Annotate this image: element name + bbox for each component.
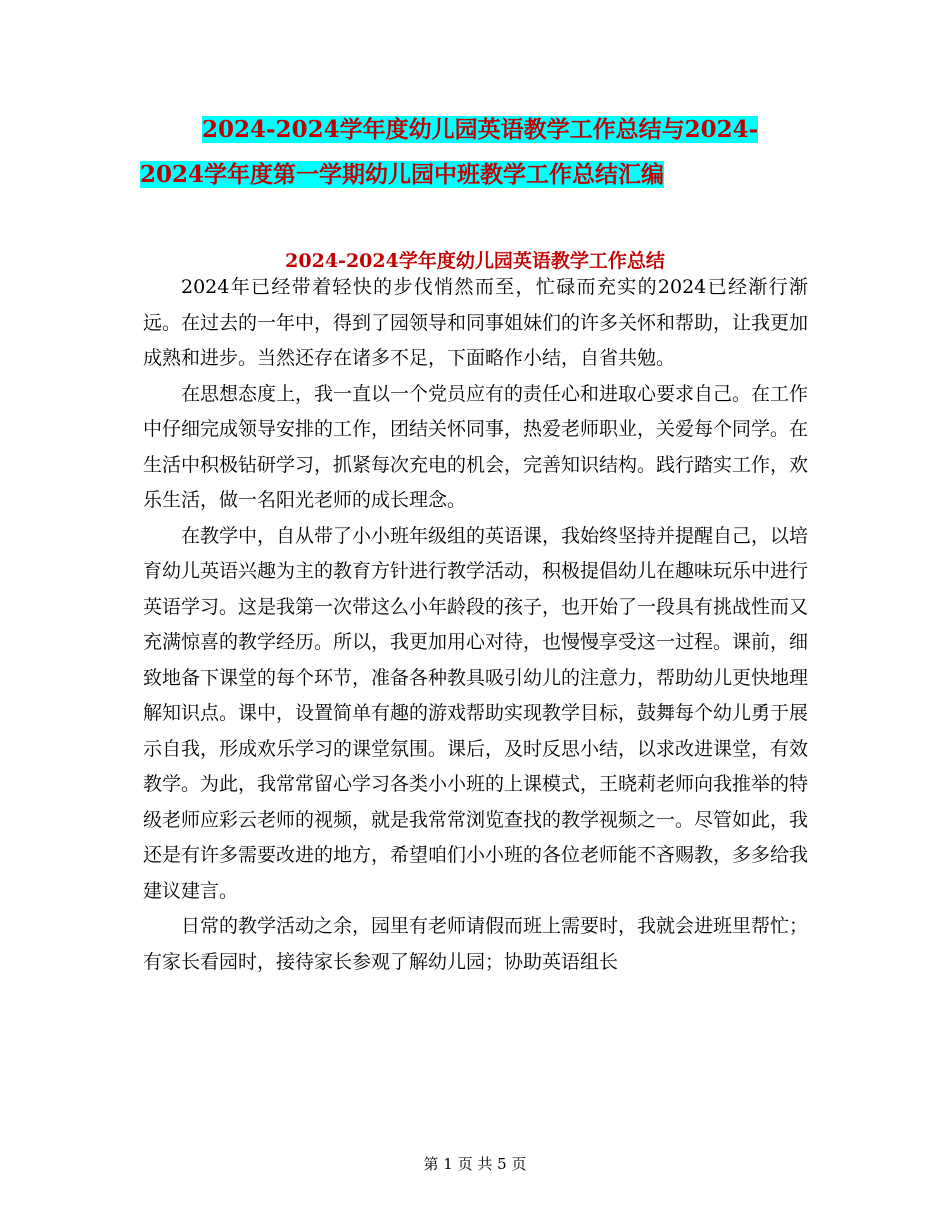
body-text (143, 270, 808, 980)
document-title-line-2 (140, 155, 820, 195)
paragraph: 2024年已经带着轻快的步伐悄然而至，忙碌而充实的2024已经渐行渐远。在过去的一年中，得到了园领导和同事姐妹们的许多关怀和帮助，让我更加成熟和进步。当然还存在诸多不足，下面略作小结，自省共勉。 (143, 276, 809, 369)
document-title-line-1 (140, 110, 882, 150)
page-footer: 第 1 页 共 5 页 (423, 1155, 527, 1173)
section-title: 2024-2024学年度幼儿园英语教学工作总结 (285, 250, 665, 272)
paragraph: 日常的教学活动之余，园里有老师请假而班上需要时，我就会进班里帮忙；有家长看园时，接待家长参观了解幼儿园；协助英语组长 (143, 915, 809, 973)
paragraph: 在教学中，自从带了小小班年级组的英语课，我始终坚持并提醒自己，以培育幼儿英语兴趣为主的教育方针进行教学活动，积极提倡幼儿在趣味玩乐中进行英语学习。这是我第一次带这么小年龄段的孩子，也开始了一段具有挑战性而又充满惊喜的教学经历。所以，我更加用心对待，也慢慢享受这一过程。课前，细致地备下课堂的每个环节，准备各种教具吸引幼儿的注意力，帮助幼儿更快地理解知识点。课中，设置简单有趣的游戏帮助实现教学目标，鼓舞每个幼儿勇于展示自我，形成欢乐学习的课堂氛围。课后，及时反思小结，以求改进课堂，有效教学。为此，我常常留心学习各类小小班的上课模式，王晓莉老师向我推举的特级老师应彩云老师的视频，就是我常常浏览查找的教学视频之一。尽管如此，我还是有许多需要改进的地方，希望咱们小小班的各位老师能不吝赐教，多多给我建议建言。 (143, 524, 809, 902)
paragraph: 在思想态度上，我一直以一个党员应有的责任心和进取心要求自己。在工作中仔细完成领导安排的工作，团结关怀同事，热爱老师职业，关爱每个同学。在生活中积极钻研学习，抓紧每次充电的机会，完善知识结构。践行踏实工作，欢乐生活，做一名阳光老师的成长理念。 (143, 382, 809, 511)
title-text-1: 2024-2024学年度幼儿园英语教学工作总结与2024- (202, 116, 759, 143)
title-text-2: 2024学年度第一学期幼儿园中班教学工作总结汇编 (140, 161, 665, 188)
